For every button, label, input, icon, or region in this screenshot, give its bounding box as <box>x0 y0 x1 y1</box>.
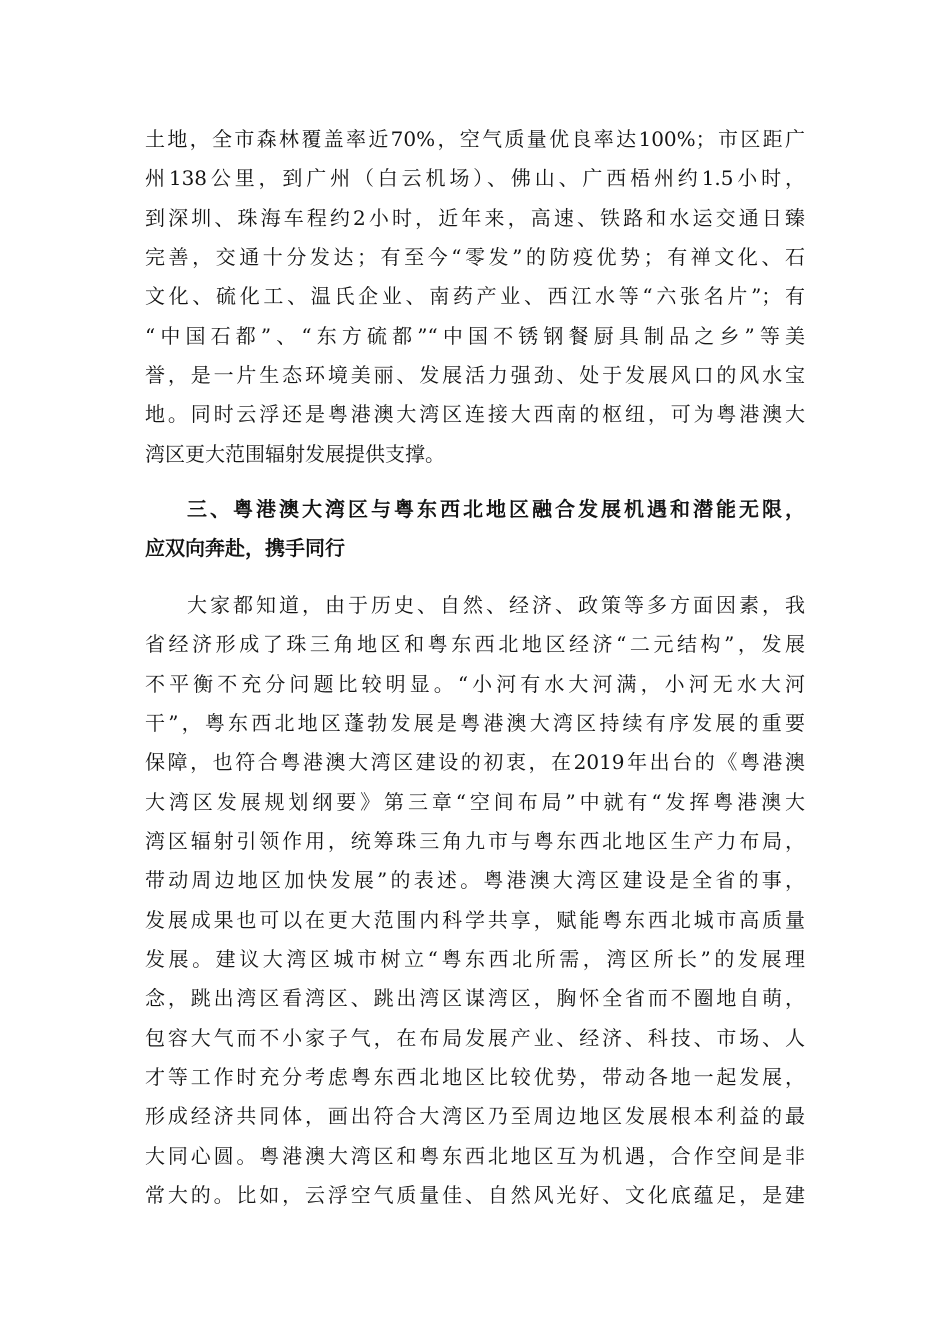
paragraph-1-line: 到深圳、珠海车程约2小时，近年来，高速、铁路和水运交通日臻 <box>145 205 805 230</box>
paragraph-2-line: 湾区辐射引领作用，统筹珠三角九市与粤东西北地区生产力布局， <box>145 829 805 854</box>
paragraph-2-line: 干”，粤东西北地区蓬勃发展是粤港澳大湾区持续有序发展的重要 <box>145 711 805 736</box>
paragraph-2 <box>145 586 805 1216</box>
section-heading-line: 三、粤港澳大湾区与粤东西北地区融合发展机遇和潜能无限， <box>187 497 805 521</box>
paragraph-1-line: 土地，全市森林覆盖率近70%，空气质量优良率达100%；市区距广 <box>145 127 805 151</box>
paragraph-2-line: 发展成果也可以在更大范围内科学共享，赋能粤东西北城市高质量 <box>145 907 805 932</box>
paragraph-2-line: 发展。建议大湾区城市树立“粤东西北所需，湾区所长”的发展理 <box>145 947 805 972</box>
paragraph-2-line: 大湾区发展规划纲要》第三章“空间布局”中就有“发挥粤港澳大 <box>145 789 805 814</box>
paragraph-2-line: 包容大气而不小家子气，在布局发展产业、经济、科技、市场、人 <box>145 1025 805 1050</box>
paragraph-1-line: 誉，是一片生态环境美丽、发展活力强劲、处于发展风口的风水宝 <box>145 363 805 388</box>
paragraph-2-line: 形成经济共同体，画出符合大湾区乃至周边地区发展根本利益的最 <box>145 1104 805 1129</box>
paragraph-2-line: 大同心圆。粤港澳大湾区和粤东西北地区互为机遇，合作空间是非 <box>145 1143 805 1168</box>
paragraph-1 <box>145 120 805 474</box>
paragraph-2-line: 省经济形成了珠三角地区和粤东西北地区经济“二元结构”，发展 <box>145 632 805 657</box>
paragraph-2-line: 大家都知道，由于历史、自然、经济、政策等多方面因素，我 <box>187 593 805 617</box>
paragraph-2-line: 保障，也符合粤港澳大湾区建设的初衷，在2019年出台的《粤港澳 <box>145 750 805 775</box>
section-heading-line: 应双向奔赴，携手同行 <box>145 536 345 561</box>
paragraph-2-line: 才等工作时充分考虑粤东西北地区比较优势，带动各地一起发展， <box>145 1065 805 1090</box>
section-heading <box>145 490 805 569</box>
paragraph-1-line: “中国石都”、“东方硫都”“中国不锈钢餐厨具制品之乡”等美 <box>145 323 805 348</box>
paragraph-2-line: 念，跳出湾区看湾区、跳出湾区谋湾区，胸怀全省而不圈地自萌， <box>145 986 805 1011</box>
paragraph-1-line: 湾区更大范围辐射发展提供支撑。 <box>145 441 445 466</box>
paragraph-2-line: 不平衡不充分问题比较明显。“小河有水大河满，小河无水大河 <box>145 671 805 696</box>
paragraph-1-line: 地。同时云浮还是粤港澳大湾区连接大西南的枢纽，可为粤港澳大 <box>145 402 805 427</box>
paragraph-1-line: 文化、硫化工、温氏企业、南药产业、西江水等“六张名片”；有 <box>145 284 805 309</box>
paragraph-2-line: 带动周边地区加快发展”的表述。粤港澳大湾区建设是全省的事， <box>145 868 805 893</box>
paragraph-2-line: 常大的。比如，云浮空气质量佳、自然风光好、文化底蕴足，是建 <box>145 1183 805 1208</box>
paragraph-1-line: 完善，交通十分发达；有至今“零发”的防疫优势；有禅文化、石 <box>145 245 805 270</box>
paragraph-1-line: 州138公里，到广州（白云机场）、佛山、广西梧州约1.5小时， <box>145 166 805 191</box>
